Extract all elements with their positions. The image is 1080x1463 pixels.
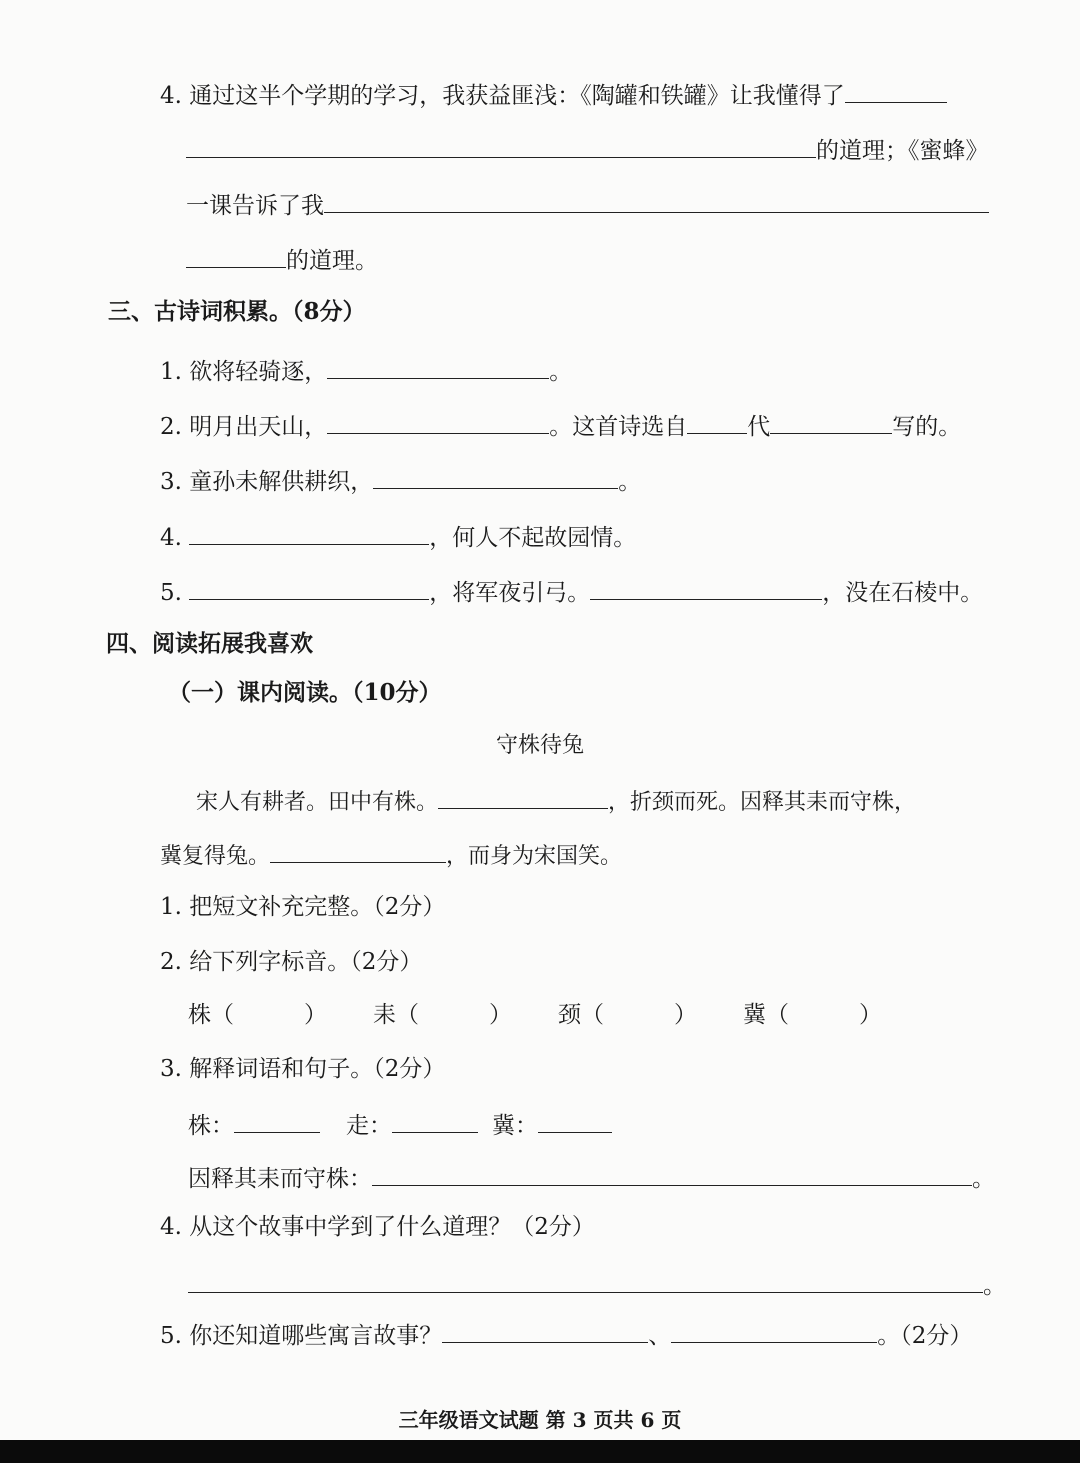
poem-3-text: 童孙未解供耕织，	[189, 469, 374, 495]
poem-1-number: 1.	[160, 359, 182, 385]
reading-q4-answer-row	[188, 1268, 1006, 1301]
word-label-1: 株：	[188, 1113, 234, 1139]
poem-5-text-a: ，将军夜引弓。	[429, 580, 591, 606]
q4-line-1	[160, 78, 947, 111]
poem-5-text-b: ，没在石棱中。	[822, 580, 984, 606]
poem-item-2	[160, 409, 961, 442]
story-line-1	[196, 784, 916, 818]
q5-blank-1[interactable]	[442, 1318, 648, 1343]
poem-2-number: 2.	[160, 414, 182, 440]
section-4-title: 四、阅读拓展我喜欢	[106, 630, 313, 657]
q4-line-2	[186, 133, 989, 166]
word-label-2: 走：	[346, 1113, 392, 1139]
poem-4-text: ，何人不起故园情。	[429, 525, 637, 551]
pinyin-row	[188, 1000, 882, 1030]
word-blank-3[interactable]	[538, 1108, 612, 1133]
poem-item-1	[160, 354, 572, 387]
story-blank-2[interactable]	[270, 838, 446, 863]
poem-1-blank[interactable]	[327, 354, 549, 379]
poem-item-5	[160, 575, 983, 608]
reading-q3: 3. 解释词语和句子。（2分）	[160, 1056, 446, 1082]
poem-3-end: 。	[618, 469, 642, 495]
reading-q1: 1. 把短文补充完整。（2分）	[160, 894, 446, 920]
q4-text-3: 一课告诉了我	[186, 193, 324, 219]
story-text-1b: ，折颈而死。因释其耒而守株，	[608, 790, 917, 815]
poem-5-blank-2[interactable]	[590, 575, 822, 600]
poem-5-blank-1[interactable]	[189, 575, 429, 600]
poem-2-text: 明月出天山，	[189, 414, 328, 440]
q4-answer-blank[interactable]	[188, 1268, 983, 1293]
story-text-2b: ，而身为宋国笑。	[446, 844, 623, 869]
pinyin-char-2: 耒（	[373, 1002, 419, 1028]
poem-item-3	[160, 464, 641, 497]
poem-2-text-b: 。这首诗选自	[549, 414, 688, 440]
q4-line-4	[186, 243, 378, 276]
story-text-1a: 宋人有耕者。田中有株。	[196, 790, 439, 815]
q5-end: 。（2分）	[877, 1323, 973, 1349]
word-blank-2[interactable]	[392, 1108, 478, 1133]
reading-q5	[160, 1318, 972, 1351]
q5-separator: 、	[648, 1323, 672, 1349]
q4-text-4: 的道理。	[286, 248, 378, 274]
q4-blank-4[interactable]	[186, 243, 286, 268]
poem-5-number: 5.	[160, 580, 182, 606]
q4-blank-1[interactable]	[845, 78, 947, 103]
poem-2-author-blank[interactable]	[770, 409, 892, 434]
reading-q2: 2. 给下列字标音。（2分）	[160, 949, 423, 975]
bottom-bar	[0, 1440, 1080, 1463]
pinyin-close-2: ）	[489, 1002, 512, 1028]
word-meaning-row	[188, 1108, 612, 1141]
poem-2-blank[interactable]	[327, 409, 549, 434]
q5-blank-2[interactable]	[671, 1318, 877, 1343]
poem-1-end: 。	[549, 359, 573, 385]
pinyin-close-3: ）	[674, 1002, 697, 1028]
story-text-2a: 冀复得兔。	[160, 844, 271, 869]
story-blank-1[interactable]	[438, 784, 608, 809]
sentence-meaning-row	[188, 1161, 995, 1194]
poem-2-text-d: 写的。	[892, 414, 962, 440]
poem-3-blank[interactable]	[373, 464, 618, 489]
q4-number: 4.	[160, 83, 182, 109]
sentence-blank[interactable]	[372, 1161, 972, 1186]
section-3-title: 三、古诗词积累。（8分）	[108, 298, 366, 325]
pinyin-char-1: 株（	[188, 1002, 234, 1028]
word-label-3: 冀：	[492, 1113, 538, 1139]
q5-text: 5. 你还知道哪些寓言故事？	[160, 1323, 443, 1349]
page-footer: 三年级语文试题 第 3 页共 6 页	[398, 1408, 682, 1432]
story-line-2	[160, 838, 622, 872]
sentence-label: 因释其耒而守株：	[188, 1166, 372, 1192]
sentence-end: 。	[972, 1166, 995, 1192]
poem-4-number: 4.	[160, 525, 182, 551]
q4-line-3	[186, 188, 989, 221]
pinyin-char-3: 颈（	[558, 1002, 604, 1028]
poem-item-4	[160, 520, 636, 553]
pinyin-close-4: ）	[859, 1002, 882, 1028]
q4-answer-end: 。	[983, 1273, 1006, 1299]
pinyin-close-1: ）	[304, 1002, 327, 1028]
poem-2-dynasty-blank[interactable]	[687, 409, 747, 434]
story-title: 守株待兔	[495, 733, 584, 758]
word-blank-1[interactable]	[234, 1108, 320, 1133]
section-4-subtitle: （一）课内阅读。（10分）	[168, 679, 442, 706]
poem-3-number: 3.	[160, 469, 182, 495]
pinyin-char-4: 冀（	[743, 1002, 789, 1028]
q4-text-1: 通过这半个学期的学习，我获益匪浅：《陶罐和铁罐》让我懂得了	[189, 83, 845, 109]
poem-1-text: 欲将轻骑逐，	[189, 359, 328, 385]
q4-blank-3[interactable]	[324, 188, 989, 213]
reading-q4: 4. 从这个故事中学到了什么道理？（2分）	[160, 1214, 595, 1240]
poem-2-text-c: 代	[747, 414, 771, 440]
q4-blank-2[interactable]	[186, 133, 816, 158]
poem-4-blank[interactable]	[189, 520, 429, 545]
q4-text-2: 的道理；《蜜蜂》	[816, 138, 989, 164]
